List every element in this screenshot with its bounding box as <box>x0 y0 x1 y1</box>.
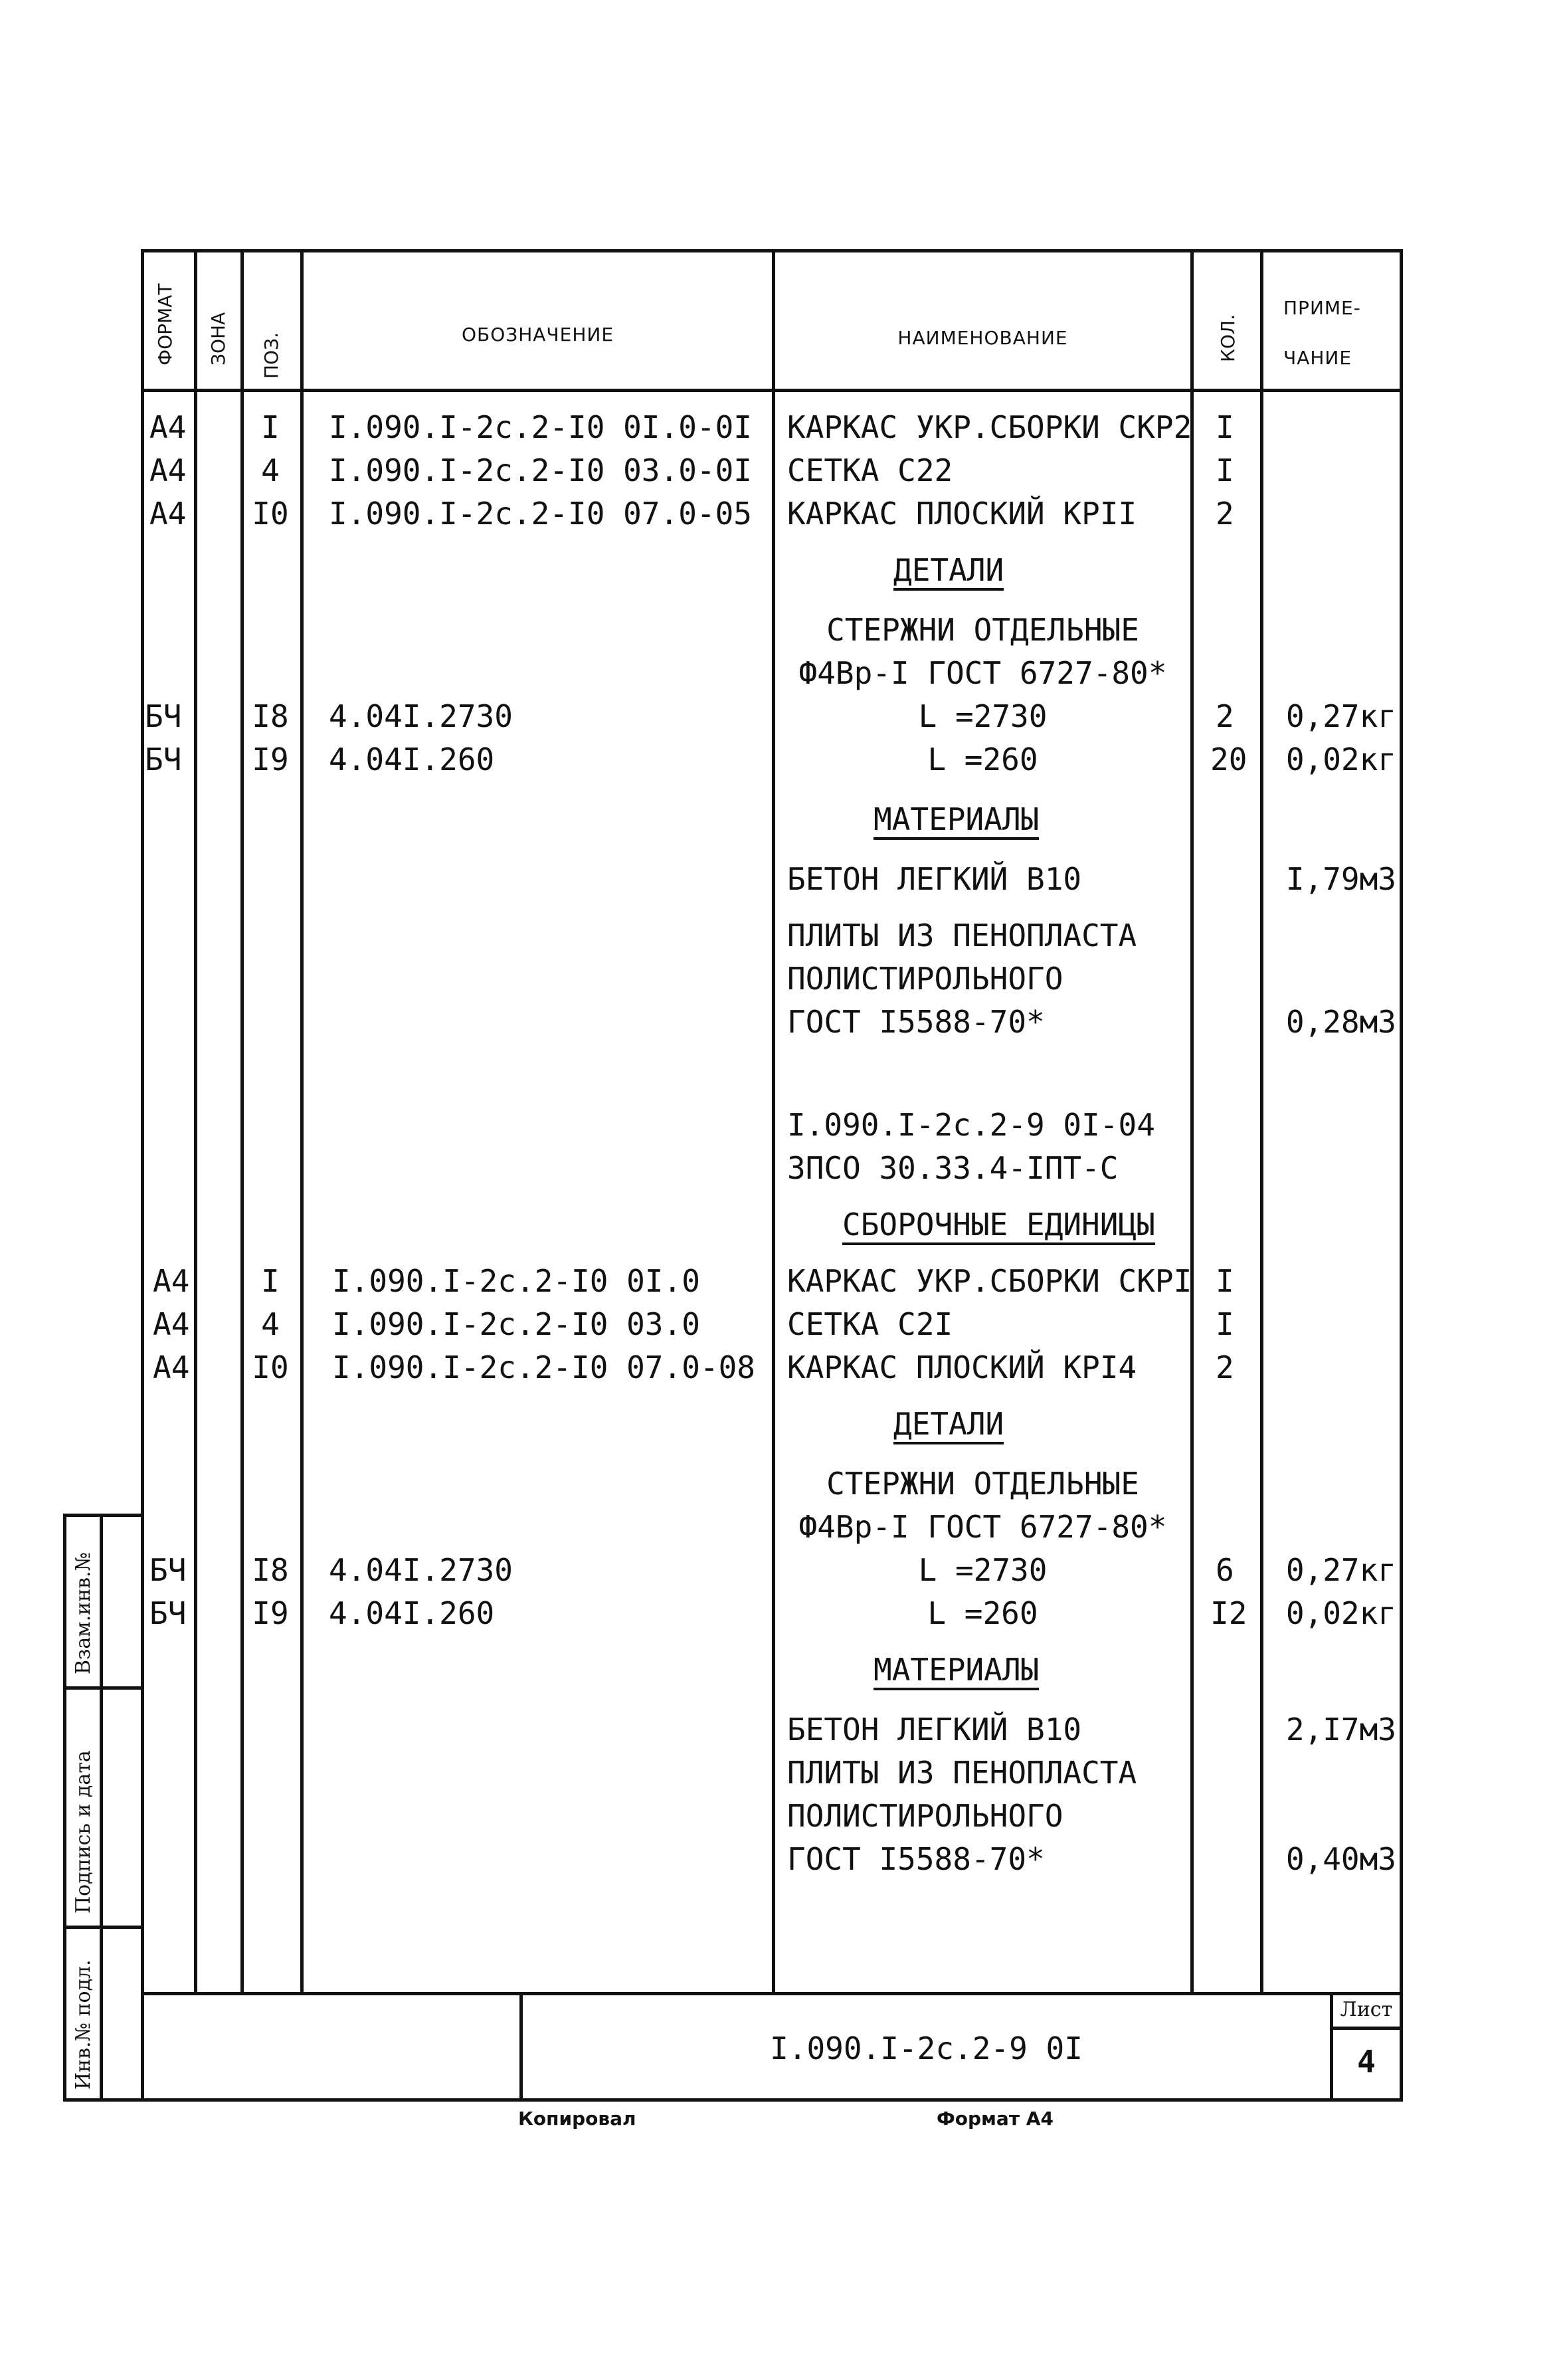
row6-format: А4 <box>153 1263 190 1299</box>
rods1-line2: Ф4Вр-I ГОСТ 6727-80* <box>798 655 1167 691</box>
frame-bottom-line <box>63 2098 1403 2102</box>
stamp-doc-number: I.090.I-2с.2-9 0I <box>770 2031 1083 2066</box>
row2-name: СЕТКА С22 <box>787 452 953 488</box>
row7-name: СЕТКА С2I <box>787 1306 953 1342</box>
row1-name: КАРКАС УКР.СБОРКИ СКР2 <box>787 409 1192 445</box>
mat2-plates-line3: ГОСТ I5588-70* <box>787 1841 1045 1877</box>
mark2-line2: 3ПСО 30.33.4-IПТ-С <box>787 1150 1119 1186</box>
header-qty: КОЛ. <box>1217 314 1239 362</box>
section2-details-heading: ДЕТАЛИ <box>893 1409 1004 1444</box>
row5-name: L =260 <box>927 742 1038 777</box>
row1-designation: I.090.I-2с.2-I0 0I.0-0I <box>329 409 752 445</box>
row9-designation: 4.04I.2730 <box>329 1552 513 1588</box>
row4-format: БЧ <box>145 698 182 734</box>
header-note-line1: ПРИМЕ- <box>1283 297 1361 319</box>
mat1-plates-line1: ПЛИТЫ ИЗ ПЕНОПЛАСТА <box>787 918 1137 953</box>
row1-format: А4 <box>149 409 187 445</box>
mark2-line1: I.090.I-2с.2-9 0I-04 <box>787 1107 1155 1143</box>
row5-qty: 20 <box>1210 742 1247 777</box>
row3-format: А4 <box>149 496 187 532</box>
header-pos: ПОЗ. <box>260 332 282 379</box>
row6-pos: I <box>261 1263 280 1299</box>
side-strip-top <box>63 1514 144 1517</box>
header-zone: ЗОНА <box>207 312 229 365</box>
side-strip-mid <box>100 1514 103 2102</box>
footer-format: Формат А4 <box>937 2108 1054 2130</box>
rods2-line1: СТЕРЖНИ ОТДЕЛЬНЫЕ <box>826 1466 1139 1502</box>
row3-pos: I0 <box>252 496 289 532</box>
row10-pos: I9 <box>252 1595 289 1631</box>
mat2-plates-line2: ПОЛИСТИРОЛЬНОГО <box>787 1798 1063 1834</box>
side-strip-div2 <box>63 1926 144 1929</box>
row4-pos: I8 <box>252 698 289 734</box>
row5-format: БЧ <box>145 742 182 777</box>
side-label-replace-inv: Взам.инв.№ <box>72 1552 95 1674</box>
frame-right-line <box>1400 249 1403 2102</box>
mat1-plates-note: 0,28м3 <box>1285 1004 1396 1040</box>
header-format: ФОРМАТ <box>154 283 176 365</box>
row6-name: КАРКАС УКР.СБОРКИ СКРI <box>787 1263 1192 1299</box>
stamp-sheet-number: 4 <box>1357 2044 1376 2080</box>
row1-qty: I <box>1216 409 1234 445</box>
row10-designation: 4.04I.260 <box>329 1595 495 1631</box>
section2-materials-heading: МАТЕРИАЛЫ <box>874 1654 1039 1690</box>
row8-name: КАРКАС ПЛОСКИЙ КРI4 <box>787 1349 1137 1385</box>
mat2-concrete-note: 2,I7м3 <box>1285 1712 1396 1747</box>
row5-designation: 4.04I.260 <box>329 742 495 777</box>
rods1-line1: СТЕРЖНИ ОТДЕЛЬНЫЕ <box>826 612 1139 648</box>
row6-qty: I <box>1216 1263 1234 1299</box>
rods2-line2: Ф4Вр-I ГОСТ 6727-80* <box>798 1509 1167 1545</box>
row10-note: 0,02кг <box>1285 1595 1396 1631</box>
footer-copied: Копировал <box>518 2108 636 2130</box>
row5-pos: I9 <box>252 742 289 777</box>
side-strip-div1 <box>63 1686 144 1690</box>
mat1-concrete-note: I,79м3 <box>1285 861 1396 897</box>
stamp-sheet-line <box>1330 2027 1403 2030</box>
side-label-original-inv: Инв.№ подл. <box>72 1959 95 2090</box>
row7-pos: 4 <box>261 1306 280 1342</box>
row10-qty: I2 <box>1210 1595 1247 1631</box>
col-designation-right <box>772 249 775 1995</box>
row9-format: БЧ <box>149 1552 187 1588</box>
row7-designation: I.090.I-2с.2-I0 03.0 <box>332 1306 700 1342</box>
row3-name: КАРКАС ПЛОСКИЙ КРII <box>787 496 1137 532</box>
section1-details-heading: ДЕТАЛИ <box>893 555 1004 591</box>
section1-materials-heading: МАТЕРИАЛЫ <box>874 804 1039 840</box>
row10-name: L =260 <box>927 1595 1038 1631</box>
mat2-plates-line1: ПЛИТЫ ИЗ ПЕНОПЛАСТА <box>787 1755 1137 1791</box>
side-label-signature-date: Подпись и дата <box>72 1750 95 1914</box>
row6-designation: I.090.I-2с.2-I0 0I.0 <box>332 1263 700 1299</box>
header-designation: ОБОЗНАЧЕНИЕ <box>461 324 614 346</box>
mat2-plates-note: 0,40м3 <box>1285 1841 1396 1877</box>
row4-qty: 2 <box>1216 698 1234 734</box>
row8-pos: I0 <box>252 1349 289 1385</box>
col-pos-right <box>300 249 304 1995</box>
row9-qty: 6 <box>1216 1552 1234 1588</box>
row7-format: А4 <box>153 1306 190 1342</box>
col-format-right <box>194 249 197 1995</box>
mat2-concrete: БЕТОН ЛЕГКИЙ В10 <box>787 1712 1082 1747</box>
row9-note: 0,27кг <box>1285 1552 1396 1588</box>
row8-designation: I.090.I-2с.2-I0 07.0-08 <box>332 1349 755 1385</box>
row10-format: БЧ <box>149 1595 187 1631</box>
side-strip-left <box>63 1514 66 2102</box>
row4-note: 0,27кг <box>1285 698 1396 734</box>
row9-name: L =2730 <box>918 1552 1048 1588</box>
row9-pos: I8 <box>252 1552 289 1588</box>
row4-name: L =2730 <box>918 698 1048 734</box>
row7-qty: I <box>1216 1306 1234 1342</box>
header-note-line2: ЧАНИЕ <box>1283 347 1352 369</box>
mat1-plates-line3: ГОСТ I5588-70* <box>787 1004 1045 1040</box>
row8-format: А4 <box>153 1349 190 1385</box>
row4-designation: 4.04I.2730 <box>329 698 513 734</box>
row5-note: 0,02кг <box>1285 742 1396 777</box>
frame-left-line <box>141 249 144 2102</box>
row3-qty: 2 <box>1216 496 1234 532</box>
row1-pos: I <box>261 409 280 445</box>
section2-units-heading: СБОРОЧНЫЕ ЕДИНИЦЫ <box>842 1209 1155 1245</box>
row2-designation: I.090.I-2с.2-I0 03.0-0I <box>329 452 752 488</box>
row2-format: А4 <box>149 452 187 488</box>
header-name: НАИМЕНОВАНИЕ <box>897 327 1068 349</box>
row8-qty: 2 <box>1216 1349 1234 1385</box>
row2-qty: I <box>1216 452 1234 488</box>
row2-pos: 4 <box>261 452 280 488</box>
mat1-concrete: БЕТОН ЛЕГКИЙ В10 <box>787 861 1082 897</box>
mat1-plates-line2: ПОЛИСТИРОЛЬНОГО <box>787 961 1063 997</box>
stamp-sheet-label: Лист <box>1340 1998 1393 2021</box>
col-name-right <box>1190 249 1194 1995</box>
row3-designation: I.090.I-2с.2-I0 07.0-05 <box>329 496 752 532</box>
